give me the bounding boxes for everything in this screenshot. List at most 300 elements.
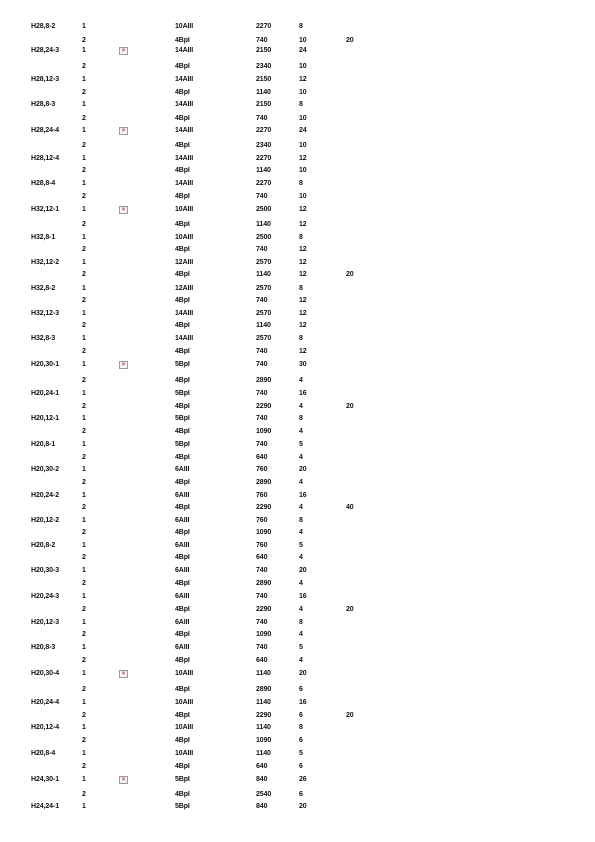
bar-quantity: 8: [299, 23, 303, 30]
bar-quantity: 4: [299, 580, 303, 587]
steel-grade: 4BpI: [175, 221, 190, 228]
table-row: [0, 22, 595, 32]
bar-length: 640: [256, 763, 268, 770]
broken-image-icon: ×: [119, 206, 128, 214]
position-number: 1: [82, 127, 86, 134]
steel-grade: 10AIII: [175, 206, 194, 213]
position-number: 1: [82, 234, 86, 241]
steel-grade: 10AIII: [175, 670, 194, 677]
steel-grade: 10AIII: [175, 750, 194, 757]
table-row: [0, 88, 595, 98]
bar-length: 2890: [256, 686, 272, 693]
position-number: 2: [82, 115, 86, 122]
position-number: 2: [82, 142, 86, 149]
steel-grade: 5BpI: [175, 776, 190, 783]
table-row: [0, 669, 595, 679]
bar-length: 2150: [256, 47, 272, 54]
position-number: 2: [82, 479, 86, 486]
bar-length: 760: [256, 517, 268, 524]
table-row: [0, 453, 595, 463]
steel-grade: 4BpI: [175, 554, 190, 561]
table-row: [0, 126, 595, 136]
table-row: [0, 579, 595, 589]
element-code: Н32,12-3: [31, 310, 59, 317]
table-row: [0, 656, 595, 666]
position-number: 2: [82, 657, 86, 664]
table-row: [0, 790, 595, 800]
bar-quantity: 8: [299, 234, 303, 241]
steel-grade: 10AIII: [175, 234, 194, 241]
steel-grade: 6AIII: [175, 644, 190, 651]
table-row: [0, 220, 595, 230]
bar-length: 2570: [256, 285, 272, 292]
bar-quantity: 8: [299, 101, 303, 108]
table-row: [0, 75, 595, 85]
steel-grade: 5BpI: [175, 415, 190, 422]
bar-length: 640: [256, 454, 268, 461]
table-row: [0, 270, 595, 280]
bar-quantity: 6: [299, 686, 303, 693]
table-row: [0, 516, 595, 526]
bar-quantity: 8: [299, 619, 303, 626]
position-number: 2: [82, 246, 86, 253]
position-number: 1: [82, 750, 86, 757]
bar-length: 1090: [256, 529, 272, 536]
steel-grade: 4BpI: [175, 529, 190, 536]
bar-quantity: 12: [299, 206, 307, 213]
steel-grade: 5BpI: [175, 361, 190, 368]
element-code: Н28,24-4: [31, 127, 59, 134]
element-code: Н20,30-2: [31, 466, 59, 473]
bar-length: 840: [256, 803, 268, 810]
bar-quantity: 10: [299, 63, 307, 70]
bar-length: 2340: [256, 63, 272, 70]
element-code: Н20,30-1: [31, 361, 59, 368]
bar-length: 640: [256, 657, 268, 664]
table-row: [0, 698, 595, 708]
position-number: 1: [82, 517, 86, 524]
bar-quantity: 8: [299, 180, 303, 187]
element-code: Н20,12-1: [31, 415, 59, 422]
bar-length: 840: [256, 776, 268, 783]
element-code: Н28,24-3: [31, 47, 59, 54]
steel-grade: 5BpI: [175, 803, 190, 810]
steel-grade: 4BpI: [175, 657, 190, 664]
position-number: 2: [82, 37, 86, 44]
steel-grade: 4BpI: [175, 167, 190, 174]
position-number: 2: [82, 271, 86, 278]
table-row: [0, 711, 595, 721]
table-row: [0, 258, 595, 268]
position-number: 1: [82, 644, 86, 651]
steel-grade: 14AIII: [175, 310, 194, 317]
position-number: 2: [82, 686, 86, 693]
table-row: [0, 749, 595, 759]
bar-quantity: 4: [299, 479, 303, 486]
element-code: Н32,8-2: [31, 285, 56, 292]
position-number: 1: [82, 441, 86, 448]
element-code: Н28,8-2: [31, 23, 56, 30]
bar-quantity: 4: [299, 529, 303, 536]
position-number: 2: [82, 504, 86, 511]
steel-grade: 4BpI: [175, 686, 190, 693]
table-row: [0, 205, 595, 215]
element-code: Н20,30-3: [31, 567, 59, 574]
bar-quantity: 10: [299, 37, 307, 44]
table-row: [0, 376, 595, 386]
position-number: 1: [82, 101, 86, 108]
bar-quantity: 8: [299, 285, 303, 292]
steel-grade: 4BpI: [175, 631, 190, 638]
bar-quantity: 10: [299, 142, 307, 149]
element-code: Н28,8-4: [31, 180, 56, 187]
bar-length: 2150: [256, 76, 272, 83]
bar-length: 2890: [256, 580, 272, 587]
table-row: [0, 166, 595, 176]
position-number: 2: [82, 580, 86, 587]
position-number: 2: [82, 428, 86, 435]
table-row: [0, 643, 595, 653]
position-number: 2: [82, 763, 86, 770]
steel-grade: 4BpI: [175, 89, 190, 96]
steel-grade: 6AIII: [175, 542, 190, 549]
element-code: Н28,12-3: [31, 76, 59, 83]
bar-length: 2570: [256, 335, 272, 342]
steel-grade: 4BpI: [175, 737, 190, 744]
bar-quantity: 20: [299, 803, 307, 810]
position-number: 2: [82, 712, 86, 719]
table-row: [0, 141, 595, 151]
position-number: 1: [82, 619, 86, 626]
bar-quantity: 5: [299, 542, 303, 549]
steel-grade: 5BpI: [175, 441, 190, 448]
table-row: [0, 309, 595, 319]
bar-quantity: 16: [299, 699, 307, 706]
element-code: Н20,12-3: [31, 619, 59, 626]
table-row: [0, 528, 595, 538]
table-row: [0, 592, 595, 602]
position-number: 1: [82, 415, 86, 422]
bar-length: 740: [256, 193, 268, 200]
position-number: 2: [82, 454, 86, 461]
bar-quantity: 6: [299, 791, 303, 798]
bar-length: 740: [256, 390, 268, 397]
element-code: Н20,24-4: [31, 699, 59, 706]
position-number: 1: [82, 285, 86, 292]
table-row: [0, 179, 595, 189]
position-number: 1: [82, 310, 86, 317]
bar-length: 640: [256, 554, 268, 561]
table-row: [0, 245, 595, 255]
bar-quantity: 8: [299, 415, 303, 422]
broken-image-icon: ×: [119, 361, 128, 369]
steel-grade: 4BpI: [175, 246, 190, 253]
bar-length: 2890: [256, 377, 272, 384]
element-code: Н20,8-4: [31, 750, 56, 757]
position-number: 2: [82, 791, 86, 798]
steel-grade: 4BpI: [175, 377, 190, 384]
bar-length: 740: [256, 619, 268, 626]
bar-quantity: 12: [299, 271, 307, 278]
table-row: [0, 605, 595, 615]
steel-grade: 10AIII: [175, 724, 194, 731]
steel-grade: 14AIII: [175, 155, 194, 162]
bar-quantity: 10: [299, 115, 307, 122]
position-number: 1: [82, 593, 86, 600]
steel-grade: 14AIII: [175, 101, 194, 108]
extra-value: 20: [346, 37, 354, 44]
table-row: [0, 465, 595, 475]
steel-grade: 6AIII: [175, 466, 190, 473]
position-number: 2: [82, 221, 86, 228]
position-number: 2: [82, 631, 86, 638]
bar-length: 2340: [256, 142, 272, 149]
table-row: [0, 154, 595, 164]
table-row: [0, 762, 595, 772]
position-number: 2: [82, 63, 86, 70]
bar-quantity: 24: [299, 47, 307, 54]
position-number: 1: [82, 724, 86, 731]
bar-quantity: 12: [299, 322, 307, 329]
position-number: 1: [82, 542, 86, 549]
table-row: [0, 541, 595, 551]
position-number: 2: [82, 348, 86, 355]
element-code: Н24,30-1: [31, 776, 59, 783]
steel-grade: 10AIII: [175, 699, 194, 706]
bar-length: 1140: [256, 670, 271, 677]
table-row: [0, 284, 595, 294]
position-number: 1: [82, 76, 86, 83]
bar-length: 2290: [256, 606, 272, 613]
extra-value: 20: [346, 403, 354, 410]
position-number: 1: [82, 180, 86, 187]
table-row: [0, 233, 595, 243]
element-code: Н32,8-3: [31, 335, 56, 342]
table-row: [0, 347, 595, 357]
element-code: Н28,12-4: [31, 155, 59, 162]
bar-quantity: 8: [299, 517, 303, 524]
bar-quantity: 16: [299, 593, 307, 600]
bar-length: 2270: [256, 127, 272, 134]
steel-grade: 4BpI: [175, 479, 190, 486]
bar-quantity: 4: [299, 606, 303, 613]
position-number: 2: [82, 297, 86, 304]
broken-image-icon: ×: [119, 776, 128, 784]
table-row: [0, 566, 595, 576]
bar-length: 740: [256, 115, 268, 122]
steel-grade: 4BpI: [175, 712, 190, 719]
element-code: Н20,24-3: [31, 593, 59, 600]
bar-length: 1140: [256, 750, 271, 757]
bar-length: 2150: [256, 101, 272, 108]
table-row: [0, 192, 595, 202]
table-row: [0, 402, 595, 412]
steel-grade: 4BpI: [175, 193, 190, 200]
extra-value: 20: [346, 712, 354, 719]
bar-length: 2270: [256, 155, 272, 162]
bar-quantity: 8: [299, 724, 303, 731]
steel-grade: 4BpI: [175, 142, 190, 149]
table-row: [0, 36, 595, 46]
bar-quantity: 12: [299, 76, 307, 83]
steel-grade: 4BpI: [175, 403, 190, 410]
position-number: 1: [82, 47, 86, 54]
bar-quantity: 12: [299, 155, 307, 162]
element-code: Н20,24-1: [31, 390, 59, 397]
bar-quantity: 6: [299, 763, 303, 770]
bar-quantity: 5: [299, 644, 303, 651]
bar-quantity: 5: [299, 750, 303, 757]
extra-value: 20: [346, 606, 354, 613]
steel-grade: 6AIII: [175, 517, 190, 524]
position-number: 1: [82, 259, 86, 266]
bar-quantity: 10: [299, 193, 307, 200]
position-number: 1: [82, 776, 86, 783]
bar-length: 2500: [256, 234, 272, 241]
table-row: [0, 775, 595, 785]
bar-length: 2290: [256, 504, 272, 511]
bar-length: 740: [256, 644, 268, 651]
position-number: 2: [82, 193, 86, 200]
broken-image-icon: ×: [119, 47, 128, 55]
bar-length: 760: [256, 542, 268, 549]
broken-image-icon: ×: [119, 670, 128, 678]
position-number: 2: [82, 606, 86, 613]
table-row: [0, 389, 595, 399]
bar-quantity: 12: [299, 259, 307, 266]
bar-quantity: 4: [299, 554, 303, 561]
steel-grade: 6AIII: [175, 593, 190, 600]
position-number: 1: [82, 670, 86, 677]
position-number: 2: [82, 554, 86, 561]
element-code: Н20,8-3: [31, 644, 56, 651]
bar-quantity: 4: [299, 454, 303, 461]
position-number: 2: [82, 322, 86, 329]
bar-quantity: 4: [299, 428, 303, 435]
bar-length: 740: [256, 441, 268, 448]
bar-length: 1140: [256, 167, 271, 174]
position-number: 1: [82, 361, 86, 368]
steel-grade: 14AIII: [175, 335, 194, 342]
table-row: [0, 478, 595, 488]
table-row: [0, 736, 595, 746]
table-row: [0, 440, 595, 450]
element-code: Н20,8-1: [31, 441, 56, 448]
bar-length: 1140: [256, 221, 271, 228]
table-row: [0, 491, 595, 501]
element-code: Н20,12-4: [31, 724, 59, 731]
bar-quantity: 6: [299, 712, 303, 719]
position-number: 1: [82, 335, 86, 342]
bar-length: 740: [256, 297, 268, 304]
bar-quantity: 5: [299, 441, 303, 448]
steel-grade: 4BpI: [175, 504, 190, 511]
position-number: 1: [82, 492, 86, 499]
bar-length: 2570: [256, 310, 272, 317]
steel-grade: 4BpI: [175, 37, 190, 44]
steel-grade: 4BpI: [175, 297, 190, 304]
table-row: [0, 321, 595, 331]
bar-quantity: 12: [299, 221, 307, 228]
bar-length: 1140: [256, 89, 271, 96]
position-number: 1: [82, 803, 86, 810]
table-row: [0, 62, 595, 72]
bar-quantity: 24: [299, 127, 307, 134]
bar-length: 2570: [256, 259, 272, 266]
table-row: [0, 723, 595, 733]
bar-quantity: 20: [299, 567, 307, 574]
element-code: Н32,12-2: [31, 259, 59, 266]
steel-grade: 10AIII: [175, 23, 194, 30]
element-code: Н32,12-1: [31, 206, 59, 213]
steel-grade: 12AIII: [175, 259, 194, 266]
bar-quantity: 10: [299, 89, 307, 96]
bar-length: 1140: [256, 724, 271, 731]
bar-length: 2290: [256, 712, 272, 719]
position-number: 2: [82, 377, 86, 384]
steel-grade: 4BpI: [175, 454, 190, 461]
position-number: 2: [82, 167, 86, 174]
bar-length: 740: [256, 37, 268, 44]
bar-quantity: 4: [299, 504, 303, 511]
bar-length: 740: [256, 361, 268, 368]
steel-grade: 14AIII: [175, 127, 194, 134]
steel-grade: 6AIII: [175, 492, 190, 499]
table-row: [0, 427, 595, 437]
bar-length: 1140: [256, 699, 271, 706]
bar-length: 760: [256, 466, 268, 473]
steel-grade: 6AIII: [175, 619, 190, 626]
position-number: 2: [82, 737, 86, 744]
position-number: 1: [82, 466, 86, 473]
steel-grade: 4BpI: [175, 115, 190, 122]
bar-quantity: 12: [299, 297, 307, 304]
broken-image-icon: ×: [119, 127, 128, 135]
steel-grade: 4BpI: [175, 322, 190, 329]
bar-length: 1090: [256, 737, 272, 744]
bar-length: 1140: [256, 322, 271, 329]
steel-grade: 4BpI: [175, 428, 190, 435]
table-row: [0, 334, 595, 344]
table-row: [0, 618, 595, 628]
table-row: [0, 630, 595, 640]
bar-quantity: 4: [299, 657, 303, 664]
steel-grade: 4BpI: [175, 63, 190, 70]
element-code: Н24,24-1: [31, 803, 59, 810]
bar-quantity: 4: [299, 631, 303, 638]
bar-quantity: 4: [299, 403, 303, 410]
table-row: [0, 296, 595, 306]
bar-length: 2270: [256, 23, 272, 30]
bar-length: 2500: [256, 206, 272, 213]
position-number: 1: [82, 206, 86, 213]
bar-length: 740: [256, 593, 268, 600]
bar-length: 2540: [256, 791, 272, 798]
element-code: Н20,30-4: [31, 670, 59, 677]
steel-grade: 4BpI: [175, 580, 190, 587]
steel-grade: 4BpI: [175, 791, 190, 798]
bar-quantity: 16: [299, 492, 307, 499]
bar-quantity: 20: [299, 466, 307, 473]
element-code: Н20,24-2: [31, 492, 59, 499]
bar-length: 2890: [256, 479, 272, 486]
element-code: Н20,8-2: [31, 542, 56, 549]
bar-length: 740: [256, 246, 268, 253]
bar-quantity: 8: [299, 335, 303, 342]
position-number: 1: [82, 567, 86, 574]
bar-quantity: 12: [299, 246, 307, 253]
bar-length: 2270: [256, 180, 272, 187]
